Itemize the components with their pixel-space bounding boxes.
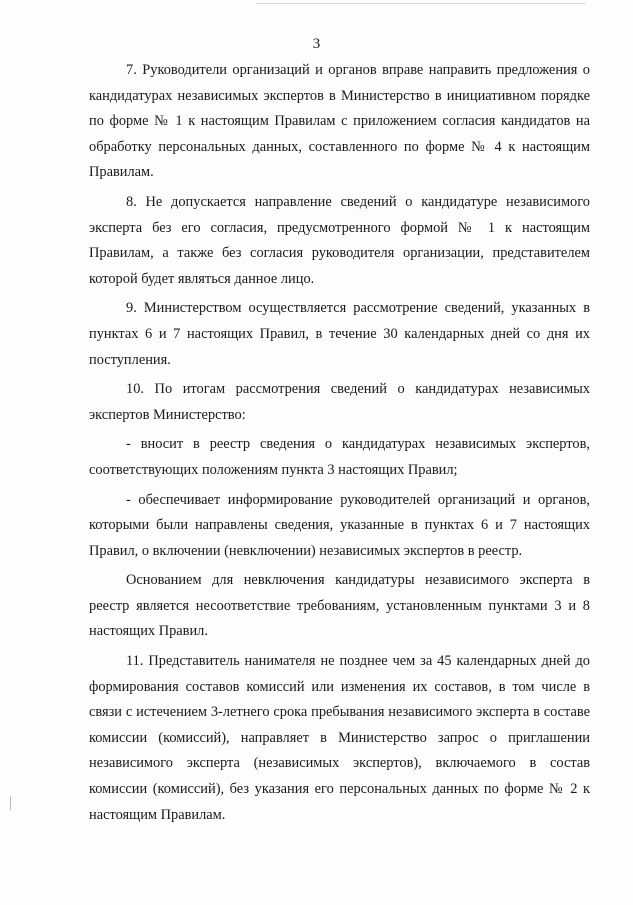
scan-margin-mark	[10, 796, 11, 810]
list-item-register: - вносит в реестр сведения о кандидатурах независимых экспертов, соответствующих положениям пункта 3 настоящих Правил;	[89, 436, 590, 478]
paragraph-item-10: 10. По итогам рассмотрения сведений о кандидатурах независимых экспертов Министерство:	[89, 381, 590, 423]
document-body	[89, 58, 590, 832]
page-number: 3	[312, 36, 321, 52]
paragraph-item-11: 11. Представитель нанимателя не позднее чем за 45 календарных дней до формирования составов комиссий или изменения их составов, в том числе в связи с истечением 3-летнего срока пребывания независимого эксперта в составе комиссии (комиссий), направляет в Министерство запрос о приглашении независимого эксперта (независимых экспертов), включаемого в состав комиссии (комиссий), без указания его персональных данных по форме № 2 к настоящим Правилам.	[89, 653, 590, 823]
paragraph-item-9: 9. Министерством осуществляется рассмотрение сведений, указанных в пунктах 6 и 7 настоящих Правил, в течение 30 календарных дней со дня их поступления.	[89, 300, 590, 368]
scan-edge-line	[256, 3, 586, 4]
paragraph-grounds: Основанием для невключения кандидатуры независимого эксперта в реестр является несоответствие требованиям, установленным пунктами 3 и 8 настоящих Правил.	[89, 572, 590, 640]
paragraph-item-8: 8. Не допускается направление сведений о кандидатуре независимого эксперта без его согласия, предусмотренного формой № 1 к настоящим Правилам, а также без согласия руководителя организации, представителем которой будет являться данное лицо.	[89, 193, 590, 287]
paragraph-item-7: 7. Руководители организаций и органов вправе направить предложения о кандидатурах независимых экспертов в Министерство в инициативном порядке по форме № 1 к настоящим Правилам с приложением согласия кандидатов на обработку персональных данных, составленного по форме № 4 к настоящим Правилам.	[89, 62, 590, 181]
list-item-inform: - обеспечивает информирование руководителей организаций и органов, которыми были направлены сведения, указанные в пунктах 6 и 7 настоящих Правил, о включении (невключении) независимых экспертов в реестр.	[89, 491, 590, 559]
